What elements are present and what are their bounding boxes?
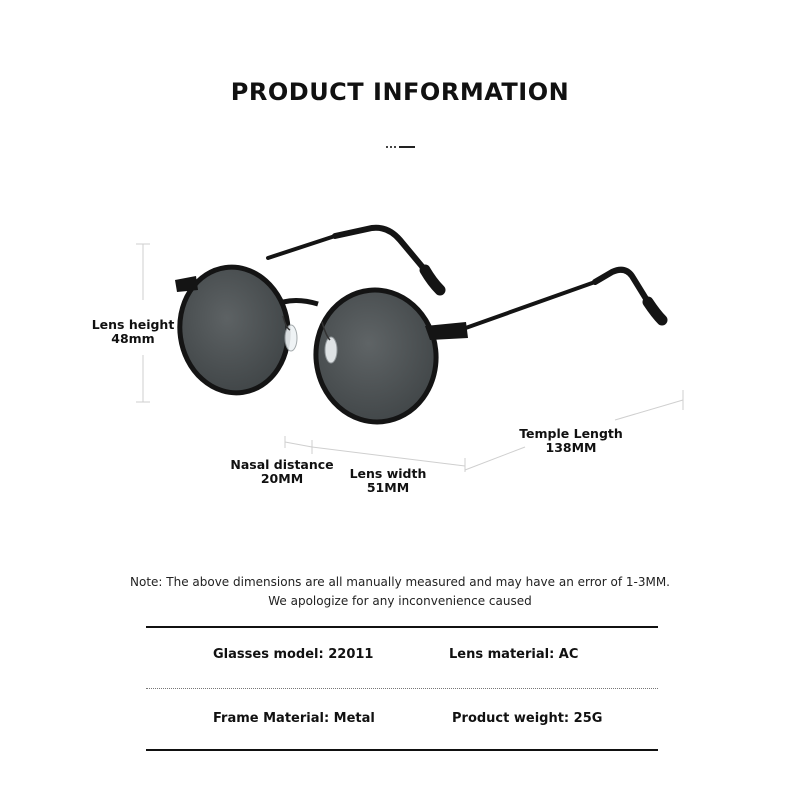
lens-height-label bbox=[86, 318, 180, 346]
front-temple bbox=[460, 270, 662, 330]
right-hinge bbox=[425, 322, 468, 340]
lens-material: Lens material: AC bbox=[449, 647, 579, 662]
temple-length-value: 138MM bbox=[545, 440, 597, 455]
lens-height-title: Lens height bbox=[91, 317, 175, 332]
glasses-model: Glasses model: 22011 bbox=[213, 647, 374, 662]
back-temple bbox=[268, 228, 440, 290]
frame-material: Frame Material: Metal bbox=[213, 711, 375, 726]
lens-width-title: Lens width bbox=[349, 466, 427, 481]
page-title: PRODUCT INFORMATION bbox=[230, 78, 570, 106]
product-weight: Product weight: 25G bbox=[452, 711, 603, 726]
nasal-distance-value: 20MM bbox=[260, 471, 304, 486]
spec-table-bottom-rule bbox=[146, 749, 658, 751]
lens-width-label bbox=[340, 467, 436, 495]
left-hinge bbox=[175, 276, 198, 292]
spec-table-divider bbox=[146, 688, 658, 689]
lens-width-value: 51MM bbox=[366, 480, 410, 495]
measurement-note: Note: The above dimensions are all manually measured and may have an error of 1-3MM. bbox=[130, 575, 670, 589]
temple-length-title: Temple Length bbox=[519, 426, 623, 441]
nasal-distance-label bbox=[230, 458, 334, 486]
spec-table-top-rule bbox=[146, 626, 658, 628]
nasal-distance-title: Nasal distance bbox=[230, 457, 334, 472]
lens-height-value: 48mm bbox=[111, 331, 155, 346]
temple-length-label bbox=[515, 427, 627, 455]
apology-note: We apologize for any inconvenience caused bbox=[268, 594, 532, 608]
